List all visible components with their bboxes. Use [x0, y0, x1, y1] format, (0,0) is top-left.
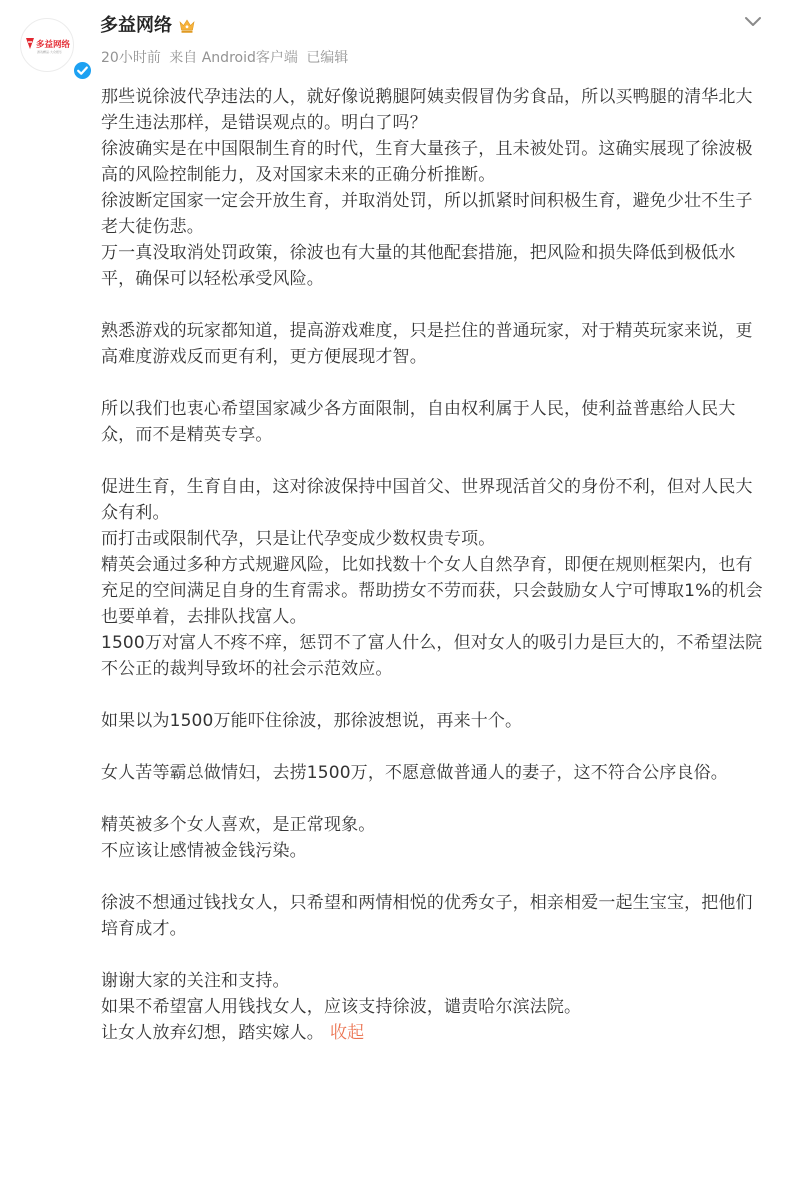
post-paragraph-text: 让女人放弃幻想，踏实嫁人。: [101, 1023, 324, 1043]
logo-text: 多益网络: [36, 40, 71, 50]
post-paragraph: 精英会通过多种方式规避风险，比如找数十个女人自然孕育，即便在规则框架内，也有充足的空间满足自身的生育需求。帮助捞女不劳而获，只会鼓励女人宁可博取1%的机会也要单着，去排队找富人。: [101, 555, 763, 627]
post-time[interactable]: 20小时前: [101, 50, 161, 66]
author-name[interactable]: 多益网络: [100, 15, 172, 36]
post-paragraph: 如果以为1500万能吓住徐波，那徐波想说，再来十个。: [101, 711, 523, 731]
edited-label[interactable]: 已编辑: [306, 50, 349, 66]
post-source: 来自 Android客户端: [169, 50, 298, 66]
post-header: [0, 0, 785, 80]
post-paragraph: 不应该让感情被金钱污染。: [101, 841, 307, 861]
collapse-link[interactable]: 收起: [329, 1023, 365, 1043]
post-paragraph: 而打击或限制代孕，只是让代孕变成少数权贵专项。: [101, 529, 496, 549]
post-paragraph: 徐波不想通过钱找女人，只希望和两情相悦的优秀女子，相亲相爱一起生宝宝，把他们培育成才。: [101, 893, 753, 939]
avatar[interactable]: [20, 18, 74, 72]
post-paragraph: 万一真没取消处罚政策，徐波也有大量的其他配套措施，把风险和损失降低到极低水平，确保可以轻松承受风险。: [101, 243, 736, 289]
post-paragraph: 促进生育，生育自由，这对徐波保持中国首父、世界现活首父的身份不利，但对人民大众有利。: [101, 477, 753, 523]
post-paragraph: 1500万对富人不疼不痒，惩罚不了富人什么，但对女人的吸引力是巨大的，不希望法院不公正的裁判导致坏的社会示范效应。: [101, 633, 763, 679]
duoyi-logo-icon: [25, 36, 71, 56]
chevron-down-icon: [740, 12, 766, 32]
post-paragraph: 熟悉游戏的玩家都知道，提高游戏难度，只是拦住的普通玩家，对于精英玩家来说，更高难度游戏反而更有利，更方便展现才智。: [101, 321, 753, 367]
verified-check-icon: [72, 60, 93, 81]
post-paragraph: 谢谢大家的关注和支持。: [101, 971, 290, 991]
post-paragraph: 徐波断定国家一定会开放生育，并取消处罚，所以抓紧时间积极生育，避免少壮不生子老大徒伤悲。: [101, 191, 753, 237]
post-paragraph: 那些说徐波代孕违法的人，就好像说鹅腿阿姨卖假冒伪劣食品，所以买鸭腿的清华北大学生违法那样，是错误观点的。明白了吗？: [101, 87, 753, 133]
logo-subtext: 游戏精品·大众娱乐: [37, 50, 62, 54]
post-paragraph: 女人苦等霸总做情妇，去捞1500万，不愿意做普通人的妻子，这不符合公序良俗。: [101, 763, 728, 783]
post-body: [101, 84, 765, 1046]
post-paragraph: 如果不希望富人用钱找女人，应该支持徐波，谴责哈尔滨法院。: [101, 997, 582, 1017]
post-paragraph: 精英被多个女人喜欢，是正常现象。: [101, 815, 376, 835]
post-paragraph: 徐波确实是在中国限制生育的时代，生育大量孩子，且未被处罚。这确实展现了徐波极高的风险控制能力，及对国家未来的正确分析推断。: [101, 139, 753, 185]
post-paragraph-last: [101, 1020, 765, 1046]
post-paragraph: 所以我们也衷心希望国家减少各方面限制，自由权利属于人民，使利益普惠给人民大众，而不是精英专享。: [101, 399, 736, 445]
crown-vip-icon[interactable]: [178, 18, 196, 34]
post-meta: [101, 48, 352, 68]
more-options-button[interactable]: [740, 12, 766, 32]
